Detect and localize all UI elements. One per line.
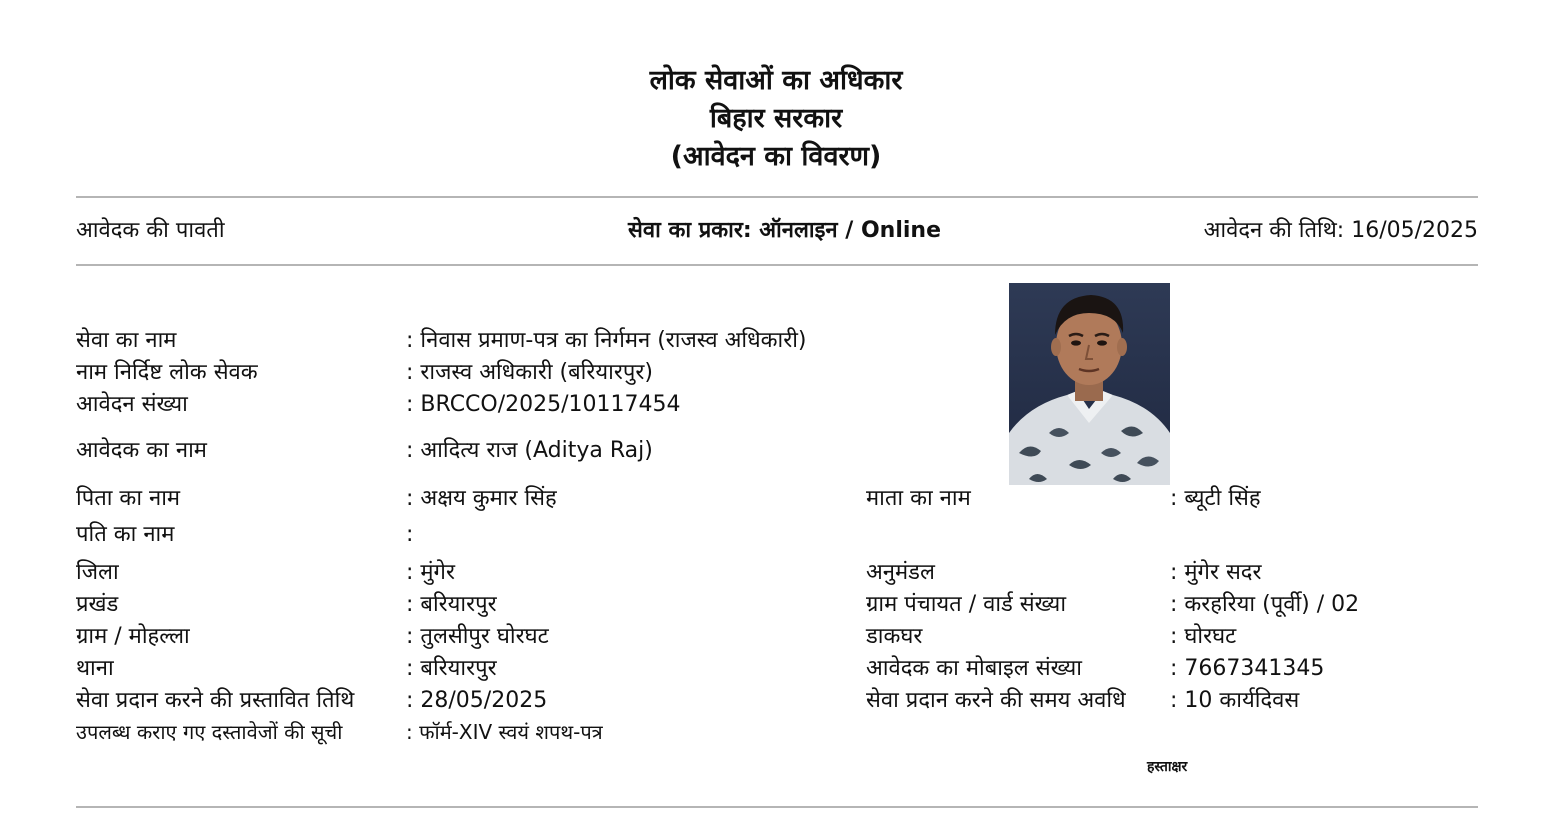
header-title: लोक सेवाओं का अधिकार (649, 65, 903, 96)
mobile-label: आवेदक का मोबाइल संख्या (866, 656, 1082, 681)
mother-name-value: : ब्यूटी सिंह (1170, 486, 1261, 511)
block-value: : बरियारपुर (406, 592, 497, 617)
police-station-label: थाना (76, 656, 114, 681)
time-period-value: : 10 कार्यदिवस (1170, 688, 1300, 713)
divider-bottom (76, 806, 1478, 808)
subdivision-label: अनुमंडल (866, 560, 935, 585)
header-government: बिहार सरकार (709, 103, 843, 134)
application-number-value: : BRCCO/2025/10117454 (406, 392, 681, 417)
header-subtitle: (आवेदन का विवरण) (670, 141, 882, 172)
proposed-date-value: : 28/05/2025 (406, 688, 548, 713)
post-office-label: डाकघर (866, 624, 923, 649)
husband-name-value: : (406, 522, 414, 547)
block-label: प्रखंड (76, 592, 119, 617)
post-office-value: : घोरघट (1170, 624, 1237, 649)
district-label: जिला (76, 560, 119, 585)
service-name-value: : निवास प्रमाण-पत्र का निर्गमन (राजस्व अधिकारी) (406, 328, 807, 353)
divider-top (76, 196, 1478, 198)
district-value: : मुंगेर (406, 560, 455, 585)
mother-name-label: माता का नाम (866, 486, 971, 511)
applicant-photo (1009, 283, 1170, 485)
police-station-value: : बरियारपुर (406, 656, 497, 681)
time-period-label: सेवा प्रदान करने की समय अवधि (866, 688, 1126, 713)
applicant-name-label: आवेदक का नाम (76, 438, 207, 463)
proposed-date-label: सेवा प्रदान करने की प्रस्तावित तिथि (76, 688, 355, 713)
application-date: आवेदन की तिथि: 16/05/2025 (1203, 218, 1478, 243)
village-value: : तुलसीपुर घोरघट (406, 624, 549, 649)
village-label: ग्राम / मोहल्ला (76, 624, 190, 649)
divider-middle (76, 264, 1478, 266)
receipt-label: आवेदक की पावती (76, 218, 225, 243)
documents-label: उपलब्ध कराए गए दस्तावेजों की सूची (76, 720, 343, 744)
mobile-value: : 7667341345 (1170, 656, 1325, 681)
father-name-value: : अक्षय कुमार सिंह (406, 486, 557, 511)
father-name-label: पिता का नाम (76, 486, 181, 511)
signature-label: हस्ताक्षर (1147, 759, 1188, 775)
panchayat-ward-label: ग्राम पंचायत / वार्ड संख्या (866, 592, 1067, 617)
service-type: सेवा का प्रकार: ऑनलाइन / Online (628, 218, 942, 243)
application-number-label: आवेदन संख्या (76, 392, 188, 417)
designated-officer-value: : राजस्व अधिकारी (बरियारपुर) (406, 360, 653, 385)
husband-name-label: पति का नाम (76, 522, 175, 547)
document-header (0, 62, 1552, 176)
subdivision-value: : मुंगेर सदर (1170, 560, 1262, 585)
service-name-label: सेवा का नाम (76, 328, 177, 353)
designated-officer-label: नाम निर्दिष्ट लोक सेवक (76, 360, 258, 385)
documents-value: : फॉर्म-XIV स्वयं शपथ-पत्र (406, 720, 603, 744)
applicant-name-value: : आदित्य राज (Aditya Raj) (406, 438, 653, 463)
applicant-photo-image (1009, 283, 1170, 485)
panchayat-ward-value: : करहरिया (पूर्वी) / 02 (1170, 592, 1360, 617)
